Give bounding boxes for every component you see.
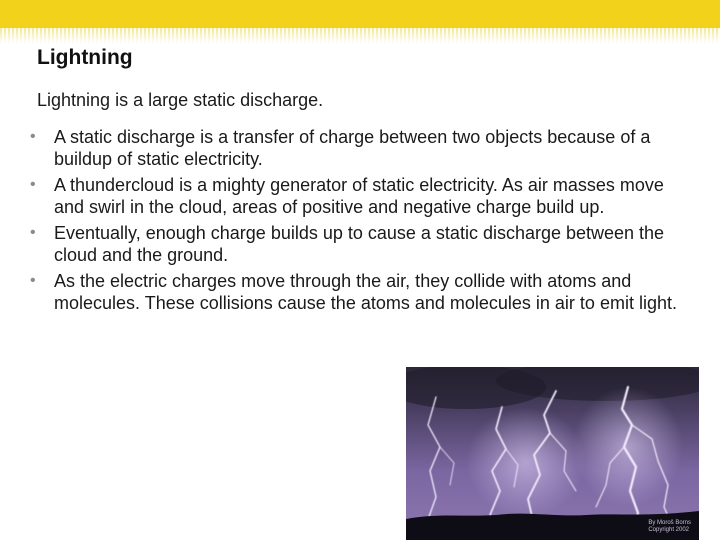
bullet-text: Eventually, enough charge builds up to cause a static discharge between the cloud and the ground. bbox=[54, 223, 665, 265]
bullet-item bbox=[30, 222, 690, 266]
bullet-dot-icon: • bbox=[30, 128, 36, 145]
bolt-glow bbox=[573, 387, 683, 507]
bullet-item bbox=[30, 174, 690, 218]
bullet-text: A thundercloud is a mighty generator of static electricity. As air masses move and swirl in the cloud, areas of positive and negative charge build up. bbox=[54, 175, 664, 217]
bullet-dot-icon: • bbox=[30, 224, 36, 241]
lightning-photo bbox=[406, 367, 699, 540]
intro-text: Lightning is a large static discharge. bbox=[37, 90, 324, 110]
bullet-item bbox=[30, 270, 690, 314]
header-accent-bar bbox=[0, 0, 720, 28]
bullet-dot-icon: • bbox=[30, 272, 36, 289]
bullet-list bbox=[30, 126, 690, 318]
photo-credit-line: By Moroš Borns bbox=[648, 520, 691, 526]
header-accent-fade bbox=[0, 28, 720, 44]
bullet-dot-icon: • bbox=[30, 176, 36, 193]
lightning-photo-image bbox=[406, 367, 699, 540]
photo-credit-line: Copyright 2002 bbox=[648, 527, 690, 533]
bullet-text: A static discharge is a transfer of charge between two objects because of a buildup of static electricity. bbox=[54, 127, 651, 169]
photo-credit bbox=[648, 520, 691, 534]
bullet-text: As the electric charges move through the air, they collide with atoms and molecules. These collisions cause the atoms and molecules in air to emit light. bbox=[54, 271, 677, 313]
bolt-glow bbox=[466, 407, 586, 517]
slide-title: Lightning bbox=[37, 46, 133, 69]
bullet-item bbox=[30, 126, 690, 170]
